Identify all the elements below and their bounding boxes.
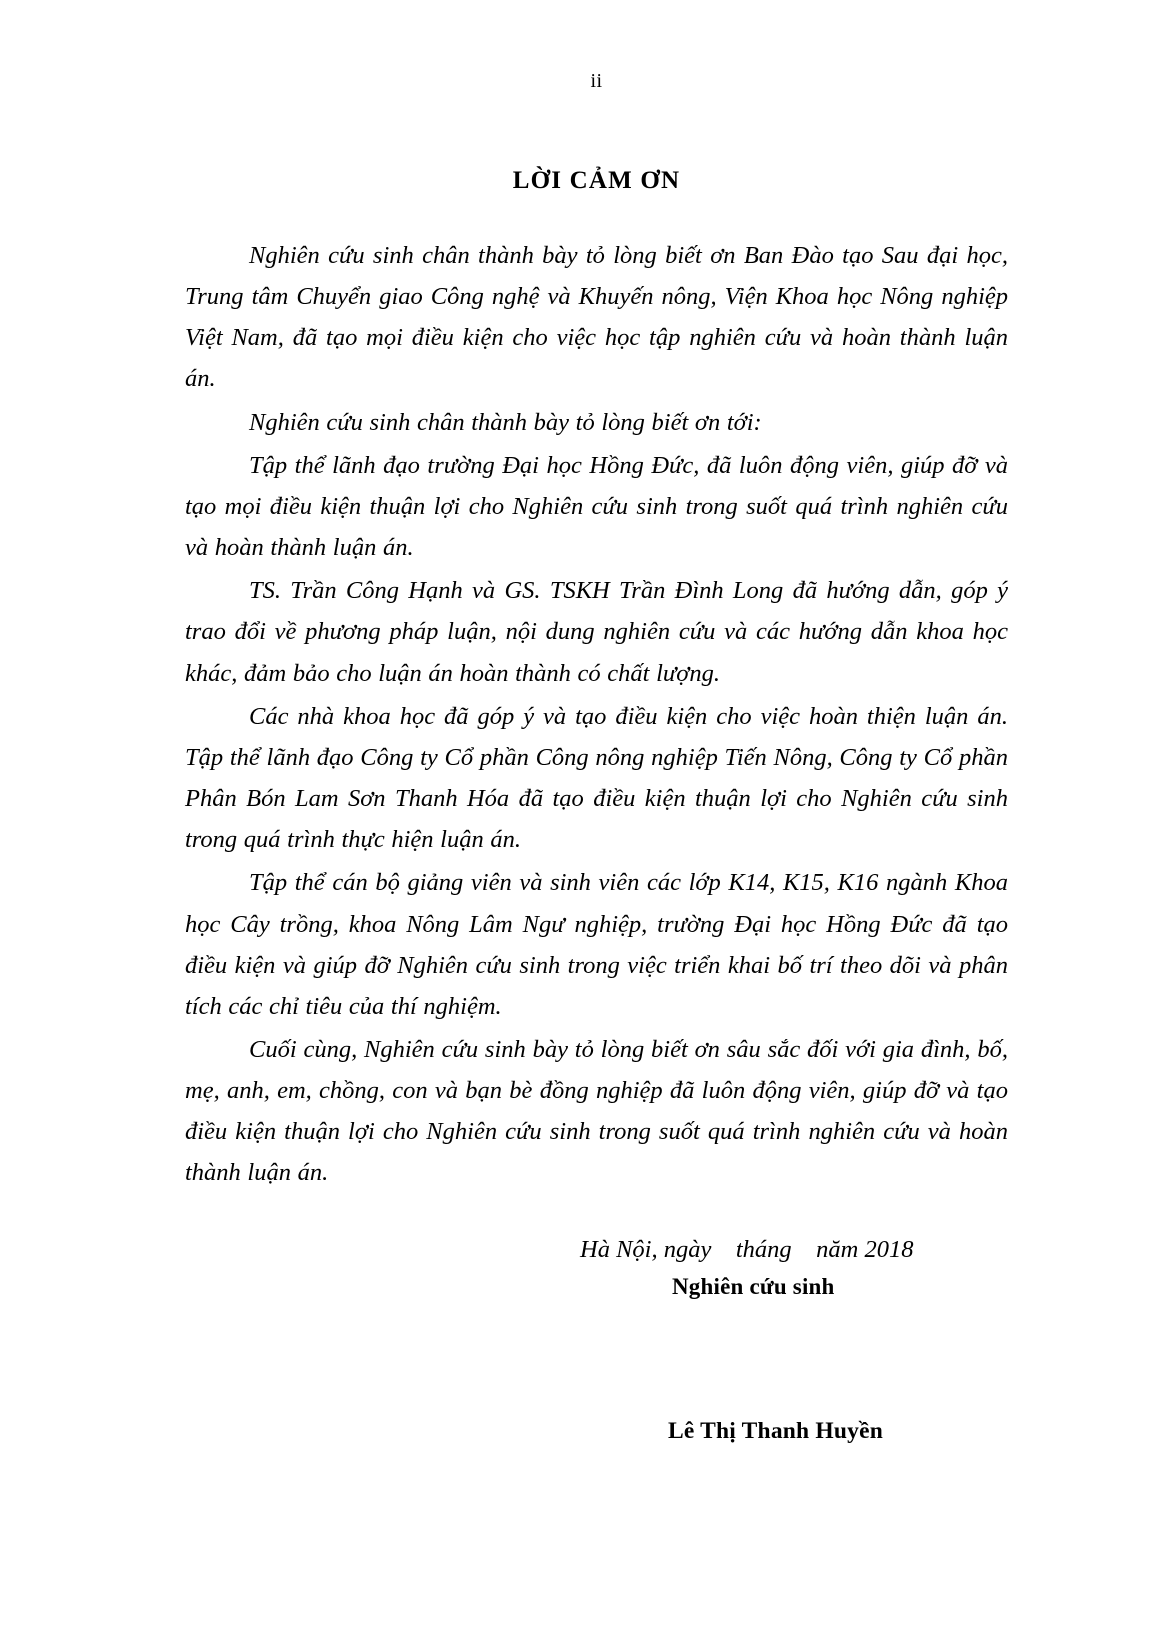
paragraph: TS. Trần Công Hạnh và GS. TSKH Trần Đình Long đã hướng dẫn, góp ý trao đổi về phương pháp luận, nội dung nghiên cứu và các hướng dẫn khoa học khác, đảm bảo cho luận án hoàn thành có chất lượng. — [185, 577, 1008, 687]
page-number: ii — [590, 70, 603, 92]
paragraph: Nghiên cứu sinh chân thành bày tỏ lòng biết ơn tới: — [249, 408, 762, 436]
paragraph: Nghiên cứu sinh chân thành bày tỏ lòng biết ơn Ban Đào tạo Sau đại học, Trung tâm Chuyển giao Công nghệ và Khuyến nông, Viện Khoa học Nông nghiệp Việt Nam, đã tạo mọi điều kiện cho việc học tập nghiên cứu và hoàn thành luận án. — [185, 242, 1008, 393]
signature-role: Nghiên cứu sinh — [672, 1274, 835, 1300]
paragraph: Các nhà khoa học đã góp ý và tạo điều kiện cho việc hoàn thiện luận án. Tập thể lãnh đạo Công ty Cổ phần Công nông nghiệp Tiến Nông, Công ty Cổ phần Phân Bón Lam Sơn Thanh Hóa đã tạo điều kiện thuận lợi cho Nghiên cứu sinh trong quá trình thực hiện luận án. — [185, 702, 1008, 854]
signature-block — [185, 1232, 1008, 1446]
paragraph: Cuối cùng, Nghiên cứu sinh bày tỏ lòng biết ơn sâu sắc đối với gia đình, bố, mẹ, anh, em, chồng, con và bạn bè đồng nghiệp đã luôn động viên, giúp đỡ và tạo điều kiện thuận lợi cho Nghiên cứu sinh trong suốt quá trình nghiên cứu và hoàn thành luận án. — [185, 1035, 1008, 1187]
signature-name: Lê Thị Thanh Huyền — [668, 1418, 883, 1445]
page-title: LỜI CẢM ƠN — [512, 167, 681, 194]
acknowledgement-body — [185, 235, 1008, 1194]
paragraph: Tập thể cán bộ giảng viên và sinh viên các lớp K14, K15, K16 ngành Khoa học Cây trồng, khoa Nông Lâm Ngư nghiệp, trường Đại học Hồng Đức đã tạo điều kiện và giúp đỡ Nghiên cứu sinh trong việc triển khai bố trí theo dõi và phân tích các chỉ tiêu của thí nghiệm. — [185, 869, 1008, 1020]
signature-date: Hà Nội, ngày tháng năm 2018 — [580, 1235, 914, 1263]
paragraph: Tập thể lãnh đạo trường Đại học Hồng Đức, đã luôn động viên, giúp đỡ và tạo mọi điều kiện thuận lợi cho Nghiên cứu sinh trong suốt quá trình nghiên cứu và hoàn thành luận án. — [185, 451, 1008, 562]
